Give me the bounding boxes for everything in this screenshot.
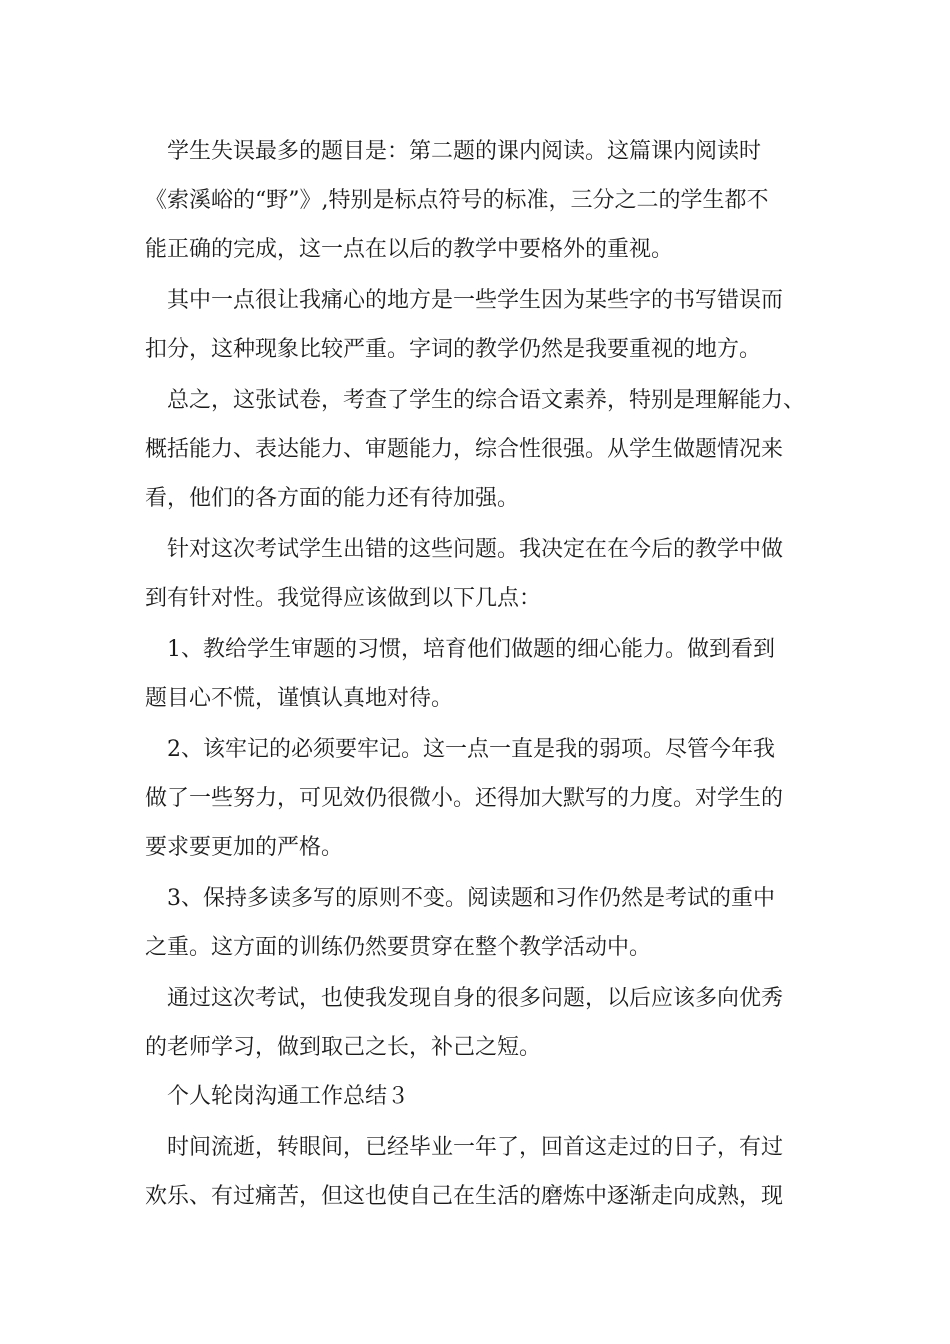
- text-line: 3、保持多读多写的原则不变。阅读题和习作仍然是考试的重中: [145, 886, 775, 911]
- text-line: 概括能力、表达能力、审题能力，综合性很强。从学生做题情况来: [145, 437, 784, 462]
- text-line: 到有针对性。我觉得应该做到以下几点：: [145, 586, 542, 611]
- text-line: 欢乐、有过痛苦，但这也使自己在生活的磨炼中逐渐走向成熟，现: [145, 1184, 784, 1209]
- text-line: 之重。这方面的训练仍然要贯穿在整个教学活动中。: [145, 935, 652, 960]
- text-line: 1、教给学生审题的习惯，培育他们做题的细心能力。做到看到: [145, 637, 775, 662]
- text-line: 总之，这张试卷，考查了学生的综合语文素养，特别是理解能力、: [145, 388, 806, 413]
- text-line: 《索溪峪的“野”》,特别是标点符号的标准，三分之二的学生都不: [145, 188, 769, 213]
- text-line: 2、该牢记的必须要牢记。这一点一直是我的弱项。尽管今年我: [145, 737, 775, 762]
- text-line: 针对这次考试学生出错的这些问题。我决定在在今后的教学中做: [145, 537, 784, 562]
- text-line: 其中一点很让我痛心的地方是一些学生因为某些字的书写错误而: [145, 288, 784, 313]
- text-line: 通过这次考试，也使我发现自身的很多问题，以后应该多向优秀: [145, 986, 784, 1011]
- text-line: 看，他们的各方面的能力还有待加强。: [145, 486, 520, 511]
- text-line: 要求要更加的严格。: [145, 835, 344, 860]
- text-line: 的老师学习，做到取己之长，补己之短。: [145, 1035, 542, 1060]
- text-line: 题目心不慌，谨慎认真地对待。: [145, 686, 454, 711]
- section-heading: 个人轮岗沟通工作总结３: [145, 1084, 410, 1109]
- text-line: 做了一些努力，可见效仍很微小。还得加大默写的力度。对学生的: [145, 786, 784, 811]
- text-line: 扣分，这种现象比较严重。字词的教学仍然是我要重视的地方。: [145, 337, 762, 362]
- text-line: 能正确的完成，这一点在以后的教学中要格外的重视。: [145, 237, 674, 262]
- text-line: 学生失误最多的题目是：第二题的课内阅读。这篇课内阅读时: [145, 139, 762, 164]
- text-line: 时间流逝，转眼间，已经毕业一年了，回首这走过的日子，有过: [145, 1135, 784, 1160]
